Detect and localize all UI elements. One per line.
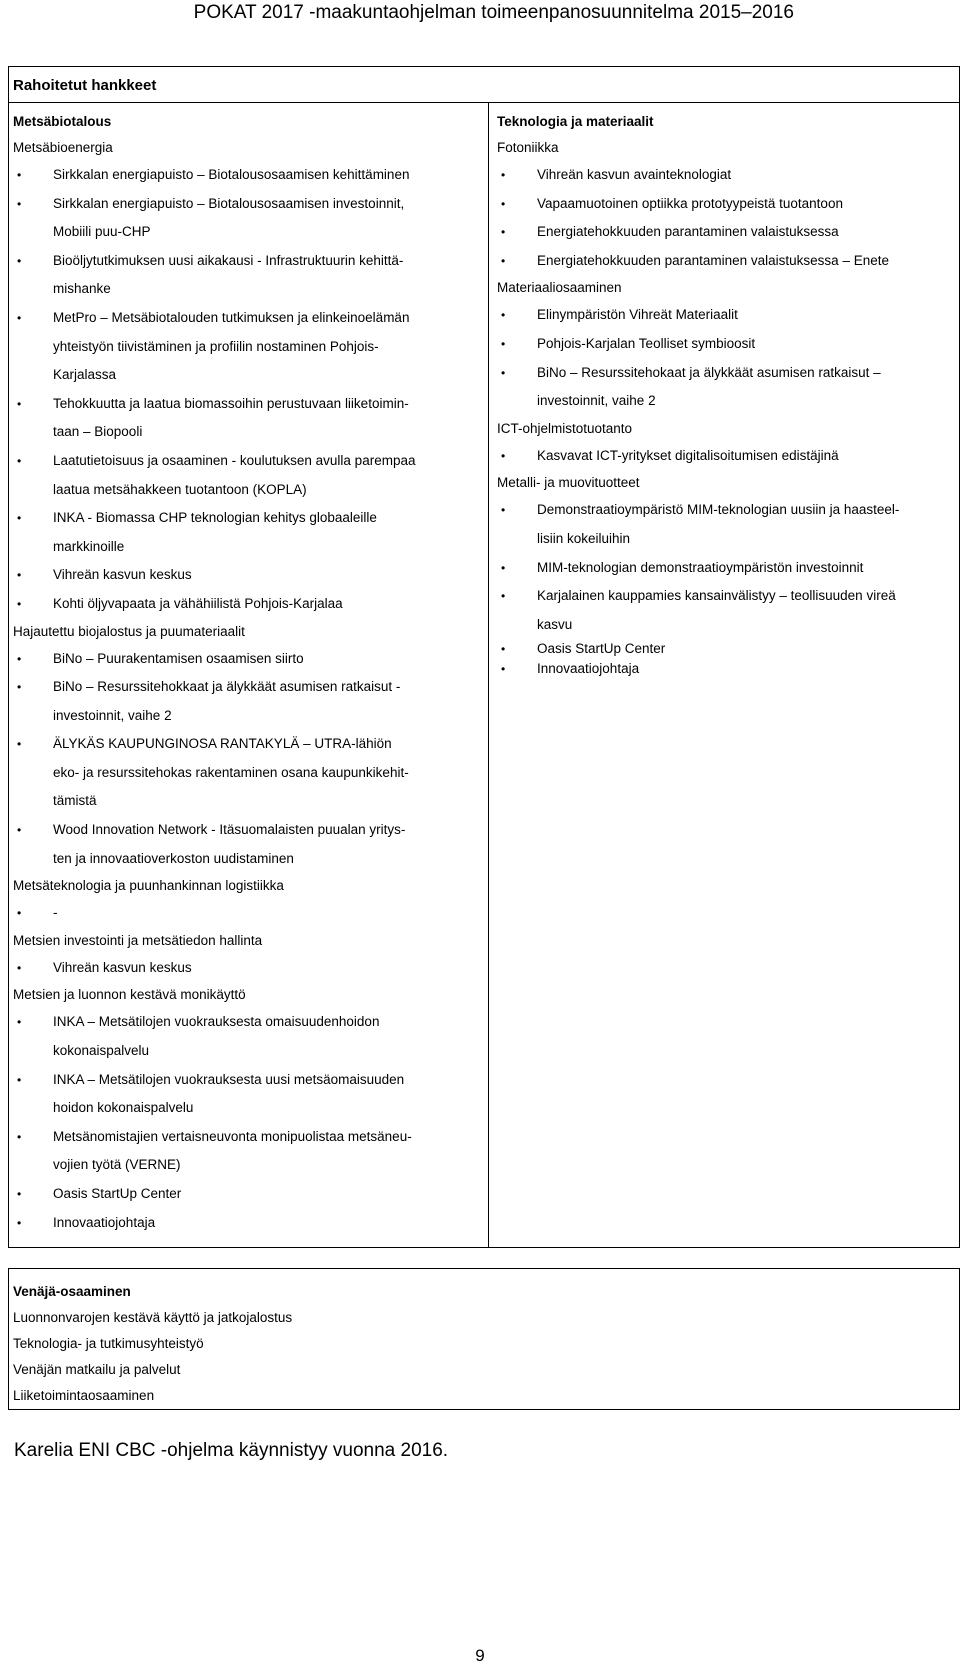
list-item-line: • INKA - Biomassa CHP teknologian kehitys globaaleille [53, 510, 377, 526]
list-item-line: • Oasis StartUp Center [53, 1186, 182, 1201]
list-item-line: • BiNo – Resurssitehokaat ja älykkäät asumisen ratkaisut – [537, 364, 881, 380]
left-groups [13, 135, 488, 1237]
list-item-line: • Innovaatiojohtaja [53, 1214, 156, 1230]
group-label: Hajautettu biojalostus ja puumateriaalit [13, 623, 245, 639]
list-item [13, 899, 488, 928]
group-label: Materiaaliosaaminen [497, 280, 622, 296]
group-label: Fotoniikka [497, 140, 559, 155]
group-label: ICT-ohjelmistotuotanto [497, 420, 633, 436]
list-item-line: kasvu [537, 616, 573, 632]
list-item [497, 218, 959, 247]
list-item-line: • Bioöljytutkimuksen uusi aikakausi - Infrastruktuurin kehittä- [53, 252, 404, 268]
list-item-line: Mobiili puu-CHP [53, 224, 151, 240]
list-item [13, 447, 488, 504]
list-item [13, 816, 488, 873]
left-column [9, 103, 489, 1247]
list-item [497, 161, 959, 190]
list-item-line: lisiin kokeiluihin [537, 530, 631, 546]
russia-expertise-box [8, 1268, 960, 1410]
list-item-line: • INKA – Metsätilojen vuokrauksesta uusi metsäomaisuuden [53, 1071, 405, 1087]
list-item [13, 161, 488, 190]
list-item [497, 301, 959, 330]
list-item-line: • Karjalainen kauppamies kansainvälistyy – teollisuuden vireä [537, 588, 896, 604]
list-item-line: Karjalassa [53, 367, 117, 383]
list-item [13, 390, 488, 447]
list-item-line: investoinnit, vaihe 2 [537, 393, 656, 409]
list-item-line: markkinoille [53, 538, 125, 554]
group-label: Metsien investointi ja metsätiedon hallinta [13, 932, 263, 948]
list-item [497, 659, 959, 679]
list-item-line: • Demonstraatioympäristö MIM-teknologian uusiin ja haasteel- [537, 502, 900, 518]
list-item [13, 673, 488, 730]
list-item [13, 730, 488, 816]
list-item-line: • Sirkkalan energiapuisto – Biotalousosaamisen investoinnit, [53, 195, 405, 211]
russia-line: Luonnonvarojen kestävä käyttö ja jatkojalostus [13, 1310, 293, 1325]
document-header: POKAT 2017 -maakuntaohjelman toimeenpanosuunnitelma 2015–2016 [193, 2, 794, 23]
list-item [497, 442, 959, 471]
list-item-line: • Metsänomistajien vertaisneuvonta monipuolistaa metsäneu- [53, 1128, 412, 1144]
list-item-line: • BiNo – Resurssitehokkaat ja älykkäät asumisen ratkaisut - [53, 679, 401, 695]
list-item-line: • Kohti öljyvapaata ja vähähiilistä Pohjois-Karjalaa [53, 595, 343, 611]
list-item-line: investoinnit, vaihe 2 [53, 707, 172, 723]
list-item-line: tämistä [53, 793, 97, 809]
list-item [497, 330, 959, 359]
list-item-line: eko- ja resurssitehokas rakentaminen osana kaupunkikehit- [53, 764, 409, 780]
right-column-heading: Teknologia ja materiaalit [497, 114, 654, 129]
right-column [489, 103, 959, 679]
russia-line: Liiketoimintaosaaminen [13, 1388, 155, 1403]
list-item [13, 1008, 488, 1065]
list-item [497, 496, 959, 553]
list-item-line: • Energiatehokkuuden parantaminen valaistuksessa – Enete [537, 252, 889, 268]
list-item-line: • MetPro – Metsäbiotalouden tutkimuksen ja elinkeinoelämän [53, 309, 410, 325]
list-item [13, 1123, 488, 1180]
list-item-line: • Oasis StartUp Center [537, 641, 666, 657]
list-item [13, 504, 488, 561]
list-item [13, 1180, 488, 1209]
group-label: Metsien ja luonnon kestävä monikäyttö [13, 987, 246, 1003]
list-item [497, 582, 959, 639]
list-item-line: • Energiatehokkuuden parantaminen valaistuksessa [537, 224, 839, 240]
russia-line: Teknologia- ja tutkimusyhteistyö [13, 1336, 204, 1351]
list-item-line: • Pohjois-Karjalan Teolliset symbioosit [537, 335, 756, 351]
list-item [13, 304, 488, 390]
list-item-line: hoidon kokonaispalvelu [53, 1100, 194, 1116]
list-item-line: mishanke [53, 281, 111, 297]
list-item-line: • Innovaatiojohtaja [537, 661, 640, 677]
list-item [497, 639, 959, 659]
closing-statement: Karelia ENI CBC -ohjelma käynnistyy vuonna 2016. [14, 1440, 449, 1461]
list-item-line: • Vihreän kasvun avainteknologiat [537, 167, 732, 182]
list-item-line: • Elinympäristön Vihreät Materiaalit [537, 307, 738, 323]
list-item-line: yhteistyön tiivistäminen ja profiilin nostaminen Pohjois- [53, 338, 379, 354]
list-item [13, 190, 488, 247]
list-item-line: • Vapaamuotoinen optiikka prototyypeistä tuotantoon [537, 195, 843, 211]
list-item-line: • ÄLYKÄS KAUPUNGINOSA RANTAKYLÄ – UTRA-lähiön [53, 736, 392, 752]
list-item [497, 190, 959, 219]
page-number: 9 [475, 1646, 485, 1665]
funded-projects-table [8, 66, 960, 1248]
list-item-line: taan – Biopooli [53, 424, 143, 440]
list-item [13, 645, 488, 674]
group-label: Metsäteknologia ja puunhankinnan logistiikka [13, 878, 284, 894]
list-item [13, 561, 488, 590]
list-item [497, 359, 959, 416]
list-item [497, 247, 959, 276]
list-item-line: • MIM-teknologian demonstraatioympäristön investoinnit [537, 559, 864, 575]
list-item-line: • Kasvavat ICT-yritykset digitalisoitumisen edistäjinä [537, 447, 839, 463]
list-item-line: • Laatutietoisuus ja osaaminen - koulutuksen avulla parempaa [53, 452, 416, 468]
list-item-line: kokonaispalvelu [53, 1043, 150, 1059]
list-item [13, 1209, 488, 1238]
list-item-line: • Tehokkuutta ja laatua biomassoihin perustuvaan liiketoimin- [53, 395, 409, 411]
list-item-line: ten ja innovaatioverkoston uudistaminen [53, 850, 294, 866]
list-item-line: • Wood Innovation Network - Itäsuomalaisten puualan yritys- [53, 822, 406, 838]
list-item [13, 590, 488, 619]
list-item [13, 1066, 488, 1123]
list-item-line: • Vihreän kasvun keskus [53, 567, 192, 583]
list-item-line: • Vihreän kasvun keskus [53, 959, 192, 975]
list-item-line: • - [53, 905, 58, 921]
right-groups [497, 135, 959, 679]
list-item [13, 954, 488, 983]
list-item-line: • Sirkkalan energiapuisto – Biotalousosaamisen kehittäminen [53, 167, 410, 182]
list-item-line: laatua metsähakkeen tuotantoon (KOPLA) [53, 481, 307, 497]
group-label: Metalli- ja muovituotteet [497, 475, 640, 491]
list-item-line: • INKA – Metsätilojen vuokrauksesta omaisuudenhoidon [53, 1014, 380, 1030]
list-item-line: vojien työtä (VERNE) [53, 1157, 181, 1173]
list-item-line: • BiNo – Puurakentamisen osaamisen siirto [53, 650, 304, 666]
funded-projects-columns [9, 103, 959, 1247]
russia-line: Venäjän matkailu ja palvelut [13, 1362, 181, 1377]
group-label: Metsäbioenergia [13, 140, 113, 155]
list-item [13, 247, 488, 304]
funded-projects-title: Rahoitetut hankkeet [9, 67, 959, 103]
left-column-heading: Metsäbiotalous [13, 114, 112, 129]
russia-heading: Venäjä-osaaminen [13, 1284, 131, 1299]
list-item [497, 554, 959, 583]
